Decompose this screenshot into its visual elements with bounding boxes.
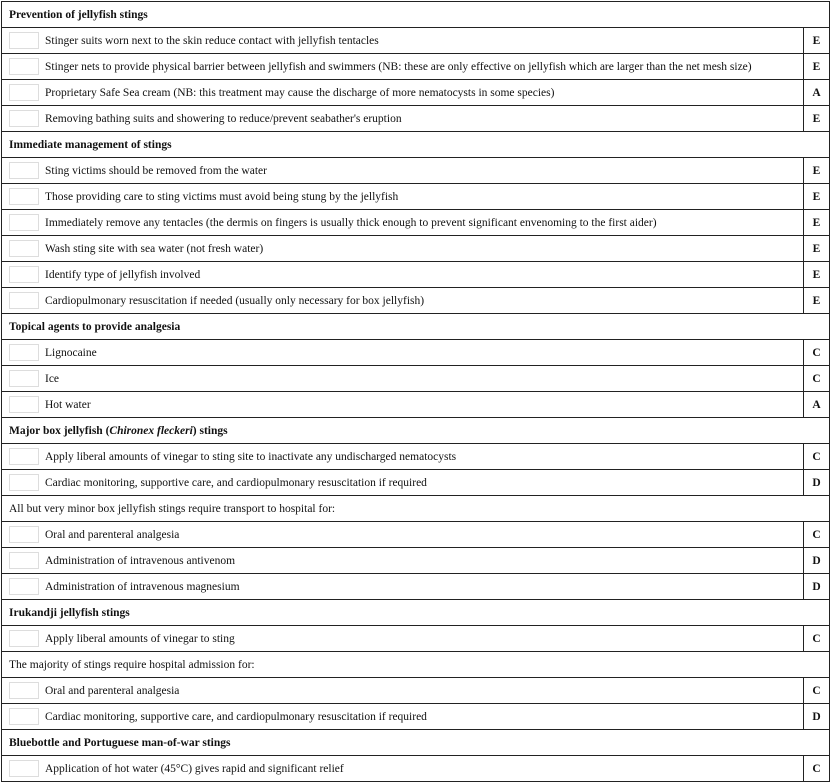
table-row [2, 236, 829, 262]
recommendation-text: Wash sting site with sea water (not fresh water) [45, 242, 264, 255]
note-row [2, 496, 829, 522]
recommendation-text: Proprietary Safe Sea cream (NB: this treatment may cause the discharge of more nematocysts in some species) [45, 86, 555, 99]
evidence-grade: C [803, 626, 829, 651]
section-title-text: Topical agents to provide analgesia [9, 320, 181, 333]
evidence-grade: E [803, 262, 829, 287]
section-title-text: Major box jellyfish ( [9, 424, 110, 437]
table-row [2, 28, 829, 54]
note-row [2, 652, 829, 678]
table-row [2, 470, 829, 496]
checkbox[interactable] [9, 526, 39, 543]
recommendation-text: Ice [45, 372, 60, 385]
table-row [2, 210, 829, 236]
evidence-grade: E [803, 28, 829, 53]
checkbox[interactable] [9, 266, 39, 283]
checkbox[interactable] [9, 370, 39, 387]
section-title-text: ) stings [192, 424, 228, 437]
checkbox[interactable] [9, 474, 39, 491]
checkbox[interactable] [9, 292, 39, 309]
checkbox[interactable] [9, 396, 39, 413]
recommendation-text: Lignocaine [45, 346, 97, 359]
recommendation-text: Oral and parenteral analgesia [45, 528, 180, 541]
table-row [2, 548, 829, 574]
species-name: Chironex fleckeri [109, 424, 193, 437]
recommendation-text: Apply liberal amounts of vinegar to sting [45, 632, 235, 645]
table-row [2, 366, 829, 392]
evidence-grade: A [803, 80, 829, 105]
table-row [2, 54, 829, 80]
checkbox[interactable] [9, 162, 39, 179]
table-row [2, 444, 829, 470]
evidence-grade: D [803, 574, 829, 599]
evidence-grade: E [803, 236, 829, 261]
section-header [2, 132, 829, 158]
section-header [2, 314, 829, 340]
recommendation-text: Administration of intravenous magnesium [45, 580, 240, 593]
checkbox[interactable] [9, 760, 39, 777]
checkbox[interactable] [9, 110, 39, 127]
checkbox[interactable] [9, 84, 39, 101]
evidence-grade: E [803, 210, 829, 235]
evidence-grade: D [803, 470, 829, 495]
note-text: All but very minor box jellyfish stings require transport to hospital for: [9, 502, 336, 515]
section-header [2, 2, 829, 28]
section-title-text: Bluebottle and Portuguese man-of-war stings [9, 736, 231, 749]
evidence-grade: E [803, 54, 829, 79]
recommendation-text: Administration of intravenous antivenom [45, 554, 236, 567]
table-row [2, 704, 829, 730]
evidence-grade: D [803, 704, 829, 729]
evidence-grade: E [803, 106, 829, 131]
note-text: The majority of stings require hospital admission for: [9, 658, 255, 671]
table-row [2, 106, 829, 132]
table-row [2, 262, 829, 288]
checkbox[interactable] [9, 448, 39, 465]
table-row [2, 574, 829, 600]
recommendation-text: Hot water [45, 398, 91, 411]
section-title-text: Irukandji jellyfish stings [9, 606, 130, 619]
jellyfish-sting-management-table [1, 1, 830, 782]
evidence-grade: E [803, 158, 829, 183]
table-row [2, 288, 829, 314]
checkbox[interactable] [9, 708, 39, 725]
checkbox[interactable] [9, 188, 39, 205]
checkbox[interactable] [9, 58, 39, 75]
checkbox[interactable] [9, 344, 39, 361]
recommendation-text: Apply liberal amounts of vinegar to sting site to inactivate any undischarged nematocysts [45, 450, 457, 463]
table-row [2, 184, 829, 210]
checkbox[interactable] [9, 578, 39, 595]
evidence-grade: A [803, 392, 829, 417]
checkbox[interactable] [9, 682, 39, 699]
table-row [2, 678, 829, 704]
table-row [2, 80, 829, 106]
recommendation-text: Sting victims should be removed from the water [45, 164, 267, 177]
table-row [2, 626, 829, 652]
recommendation-text: Those providing care to sting victims must avoid being stung by the jellyfish [45, 190, 399, 203]
section-title-text: Immediate management of stings [9, 138, 172, 151]
recommendation-text: Stinger nets to provide physical barrier between jellyfish and swimmers (NB: these are only effective on jellyfish which are larger than the net mesh size) [45, 60, 752, 73]
evidence-grade: C [803, 366, 829, 391]
section-header [2, 730, 829, 756]
table-row [2, 756, 829, 782]
recommendation-text: Cardiac monitoring, supportive care, and cardiopulmonary resuscitation if required [45, 710, 427, 723]
evidence-grade: E [803, 184, 829, 209]
checkbox[interactable] [9, 630, 39, 647]
recommendation-text: Immediately remove any tentacles (the dermis on fingers is usually thick enough to prevent significant envenoming to the first aider) [45, 216, 657, 229]
checkbox[interactable] [9, 552, 39, 569]
table-row [2, 392, 829, 418]
evidence-grade: C [803, 444, 829, 469]
evidence-grade: E [803, 288, 829, 313]
recommendation-text: Stinger suits worn next to the skin reduce contact with jellyfish tentacles [45, 34, 379, 47]
recommendation-text: Oral and parenteral analgesia [45, 684, 180, 697]
recommendation-text: Identify type of jellyfish involved [45, 268, 201, 281]
evidence-grade: C [803, 522, 829, 547]
evidence-grade: D [803, 548, 829, 573]
section-header [2, 418, 829, 444]
evidence-grade: C [803, 678, 829, 703]
recommendation-text: Cardiopulmonary resuscitation if needed (usually only necessary for box jellyfish) [45, 294, 425, 307]
recommendation-text: Cardiac monitoring, supportive care, and cardiopulmonary resuscitation if required [45, 476, 427, 489]
table-row [2, 522, 829, 548]
table-row [2, 340, 829, 366]
section-title-text: Prevention of jellyfish stings [9, 8, 148, 21]
evidence-grade: C [803, 340, 829, 365]
recommendation-text: Application of hot water (45°C) gives rapid and significant relief [45, 762, 344, 775]
recommendation-text: Removing bathing suits and showering to reduce/prevent seabather's eruption [45, 112, 402, 125]
table-row [2, 158, 829, 184]
checkbox[interactable] [9, 214, 39, 231]
evidence-grade: C [803, 756, 829, 781]
checkbox[interactable] [9, 32, 39, 49]
section-header [2, 600, 829, 626]
checkbox[interactable] [9, 240, 39, 257]
